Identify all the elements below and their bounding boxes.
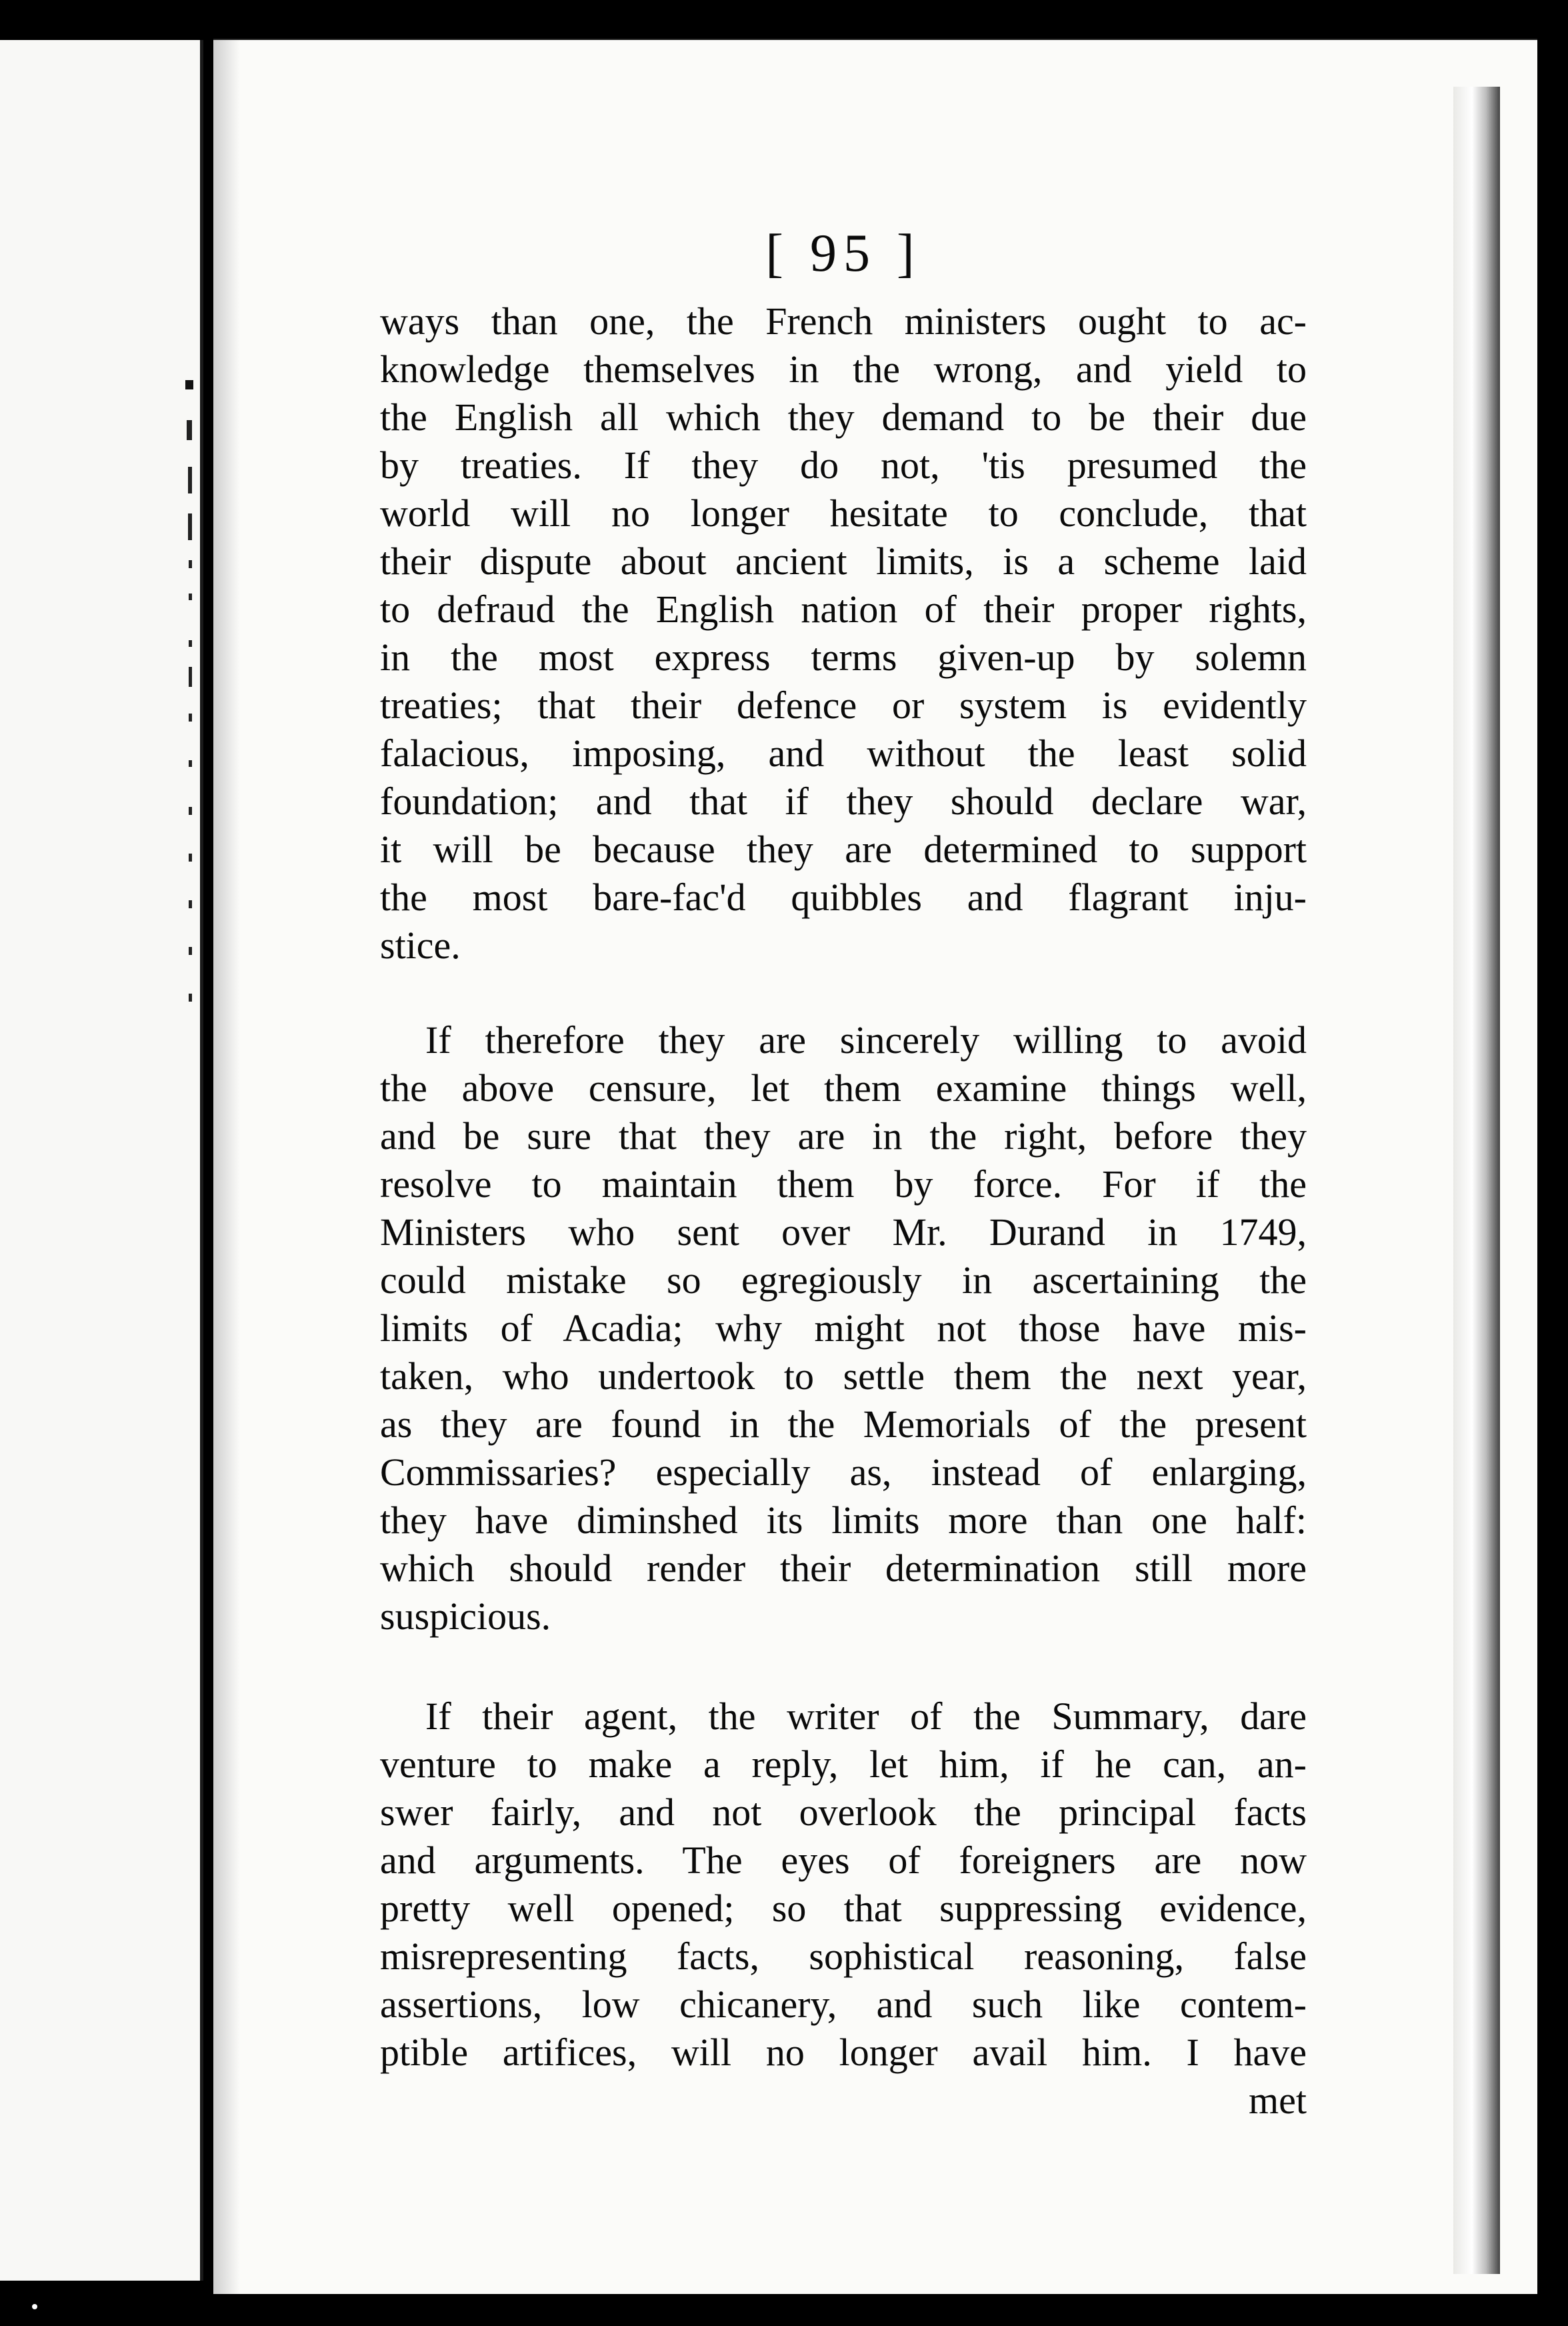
text-line: Commissaries? especially as, instead of enlarging, — [380, 1450, 1307, 1494]
text-line: pretty well opened; so that suppressing evidence, — [380, 1887, 1307, 1930]
paragraph-1 — [380, 297, 1307, 970]
gutter-shadow — [213, 40, 240, 2294]
text-line: could mistake so egregiously in ascertaining the — [380, 1258, 1307, 1302]
text-line: suspicious. — [380, 1594, 551, 1638]
text-line: which should render their determination still more — [380, 1546, 1307, 1590]
text-line: resolve to maintain them by force. For if the — [380, 1162, 1307, 1206]
text-line: ways than one, the French ministers ought to ac- — [380, 299, 1307, 343]
catchword: met — [1249, 2079, 1307, 2122]
text-line: foundation; and that if they should declare war, — [380, 780, 1307, 823]
text-line: knowledge themselves in the wrong, and yield to — [380, 347, 1307, 391]
paragraph-gap — [380, 970, 1307, 1016]
text-line: If their agent, the writer of the Summary, dare — [425, 1694, 1307, 1738]
text-line: as they are found in the Memorials of the present — [380, 1402, 1307, 1446]
text-line: venture to make a reply, let him, if he can, an- — [380, 1742, 1307, 1786]
page-text-block — [380, 220, 1307, 2125]
text-line: their dispute about ancient limits, is a scheme laid — [380, 539, 1307, 583]
text-line: falacious, imposing, and without the least solid — [380, 732, 1307, 775]
text-line: stice. — [380, 924, 461, 967]
text-line: they have diminshed its limits more than one half: — [380, 1498, 1307, 1542]
text-line: to defraud the English nation of their proper rights, — [380, 588, 1307, 631]
left-page-fragment — [0, 40, 203, 2281]
text-line: If therefore they are sincerely willing to avoid — [425, 1018, 1307, 1062]
text-line: by treaties. If they do not, 'tis presumed the — [380, 443, 1307, 487]
text-line: limits of Acadia; why might not those have mis- — [380, 1306, 1307, 1350]
text-line: Ministers who sent over Mr. Durand in 1749, — [380, 1210, 1307, 1254]
text-line: the English all which they demand to be their due — [380, 395, 1307, 439]
scan-speck — [32, 2304, 37, 2309]
text-line: assertions, low chicanery, and such like contem- — [380, 1983, 1307, 2026]
text-line: and be sure that they are in the right, before they — [380, 1114, 1307, 1158]
page-number: [ 95 ] — [765, 224, 921, 283]
text-line: swer fairly, and not overlook the principal facts — [380, 1791, 1307, 1834]
paragraph-3 — [380, 1692, 1307, 2077]
text-line: misrepresenting facts, sophistical reasoning, false — [380, 1935, 1307, 1978]
text-line: in the most express terms given-up by solemn — [380, 636, 1307, 679]
text-line: ptible artifices, will no longer avail him. I have — [380, 2031, 1307, 2074]
text-line: the most bare-fac'd quibbles and flagrant inju- — [380, 876, 1307, 919]
text-line: taken, who undertook to settle them the next year, — [380, 1354, 1307, 1398]
text-line: it will be because they are determined to support — [380, 828, 1307, 871]
text-line: world will no longer hesitate to conclude, that — [380, 491, 1307, 535]
text-line: treaties; that their defence or system is evidently — [380, 684, 1307, 727]
page-edge — [1453, 87, 1500, 2274]
paragraph-2 — [380, 1016, 1307, 1640]
paragraph-gap — [380, 1640, 1307, 1692]
text-line: the above censure, let them examine things well, — [380, 1066, 1307, 1110]
left-page-bleed-marks — [0, 40, 200, 2281]
text-line: and arguments. The eyes of foreigners are now — [380, 1839, 1307, 1882]
